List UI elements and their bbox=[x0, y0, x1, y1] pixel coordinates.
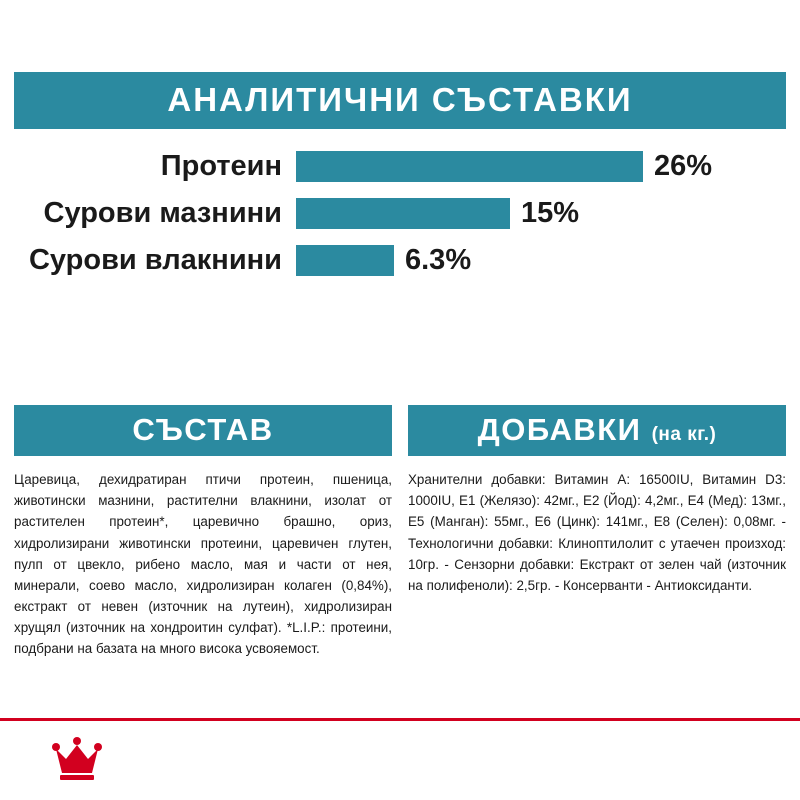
nutrient-label: Сурови влакнини bbox=[28, 243, 282, 276]
nutrient-row bbox=[14, 192, 786, 234]
nutrient-bar-track bbox=[296, 192, 786, 234]
nutrient-row bbox=[14, 239, 786, 281]
nutrient-bar-chart bbox=[14, 129, 786, 281]
nutrient-label: Протеин bbox=[160, 149, 282, 182]
nutrient-row bbox=[14, 145, 786, 187]
additives-title bbox=[408, 405, 786, 456]
nutrient-label: Сурови мазнини bbox=[43, 196, 282, 229]
footer-divider bbox=[0, 718, 800, 721]
analytical-constituents-title: АНАЛИТИЧНИ СЪСТАВКИ bbox=[14, 72, 786, 129]
additives-panel bbox=[408, 405, 786, 660]
composition-panel bbox=[14, 405, 392, 660]
additives-text: Хранителни добавки: Витамин А: 16500IU, Витамин D3: 1000IU, E1 (Желязо): 42мг., E2 (Йод): 4,2мг., E4 (Мед): 13мг., E5 (Манган): 55мг., E6 (Цинк): 141мг., E8 (Селен): 0,08мг. - Технологични добавки: Клиноптилолит с утаечен произход: 10гр. - Сензорни добавки: Екстракт от зелен чай (източник на полифеноли): 2,5гр. - Консерванти - Антиоксиданти. bbox=[408, 472, 786, 593]
nutrient-bar-fill bbox=[296, 198, 510, 229]
analytical-constituents-section bbox=[14, 72, 786, 286]
additives-title-main: ДОБАВКИ bbox=[477, 412, 642, 447]
additives-title-suffix: (на кг.) bbox=[651, 424, 717, 445]
composition-title: СЪСТАВ bbox=[14, 405, 392, 456]
nutrient-value: 15% bbox=[521, 196, 580, 229]
composition-text: Царевица, дехидратиран птичи протеин, пшеница, животински мазнини, растителни влакнини, изолат от растителен протеин*, царевично брашно, ориз, хидролизирани животински протеини, царевичен глутен, пулп от цвекло, рибено масло, мая и части от нея, минерали, соево масло, хидролизиран колаген (0,84%), екстракт от невен (източник на лутеин), хидролизиран хрущял (източник на хондроитин сулфат). *L.I.P.: протеини, подбрани на базата на много висока усвояемост. bbox=[14, 472, 392, 657]
nutrient-value: 6.3% bbox=[405, 243, 472, 276]
nutrient-value: 26% bbox=[654, 149, 713, 182]
nutrient-bar-fill bbox=[296, 151, 643, 182]
detail-panels bbox=[14, 405, 786, 660]
nutrient-bar-track bbox=[296, 145, 786, 187]
royal-canin-crown-icon bbox=[50, 737, 104, 783]
nutrient-bar-track bbox=[296, 239, 786, 281]
nutrient-bar-fill bbox=[296, 245, 394, 276]
